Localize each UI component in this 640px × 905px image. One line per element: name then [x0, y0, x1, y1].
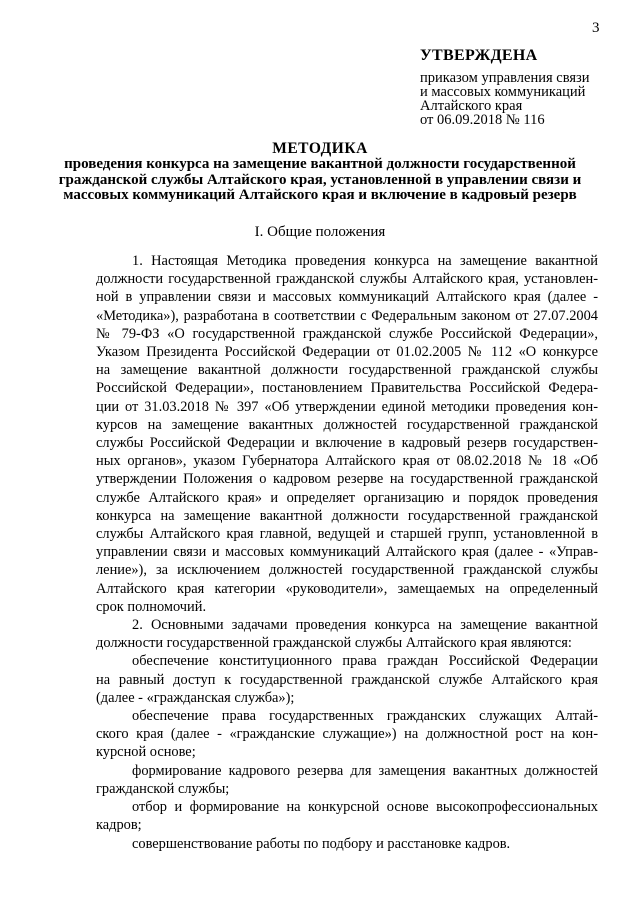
approval-line: и массовых коммуникаций	[420, 84, 586, 100]
body-text-line: обеспечение конституционного права граждан Российской Федерации	[132, 653, 598, 670]
page-number: 3	[592, 20, 600, 36]
approval-line: Алтайского края	[420, 98, 523, 114]
body-text-line: должности государственной гражданской службы Алтайского края являются:	[96, 635, 572, 652]
body-text-line: Алтайского края категории «руководители», замещаемых на определенный	[96, 580, 598, 597]
title-subtitle-line: гражданской службы Алтайского края, установленной в управлении связи и	[58, 171, 582, 188]
approval-heading: УТВЕРЖДЕНА	[420, 47, 538, 64]
body-text-line: отбор и формирование на конкурсной основе высокопрофессиональных	[132, 799, 598, 816]
body-text-line: ского края (далее - «гражданские служащие») на должностной рост на кон-	[96, 726, 598, 743]
section-heading: I. Общие положения	[254, 224, 386, 240]
title-main: МЕТОДИКА	[272, 140, 368, 157]
body-text-line: совершенствование работы по подбору и расстановке кадров.	[132, 835, 511, 852]
body-text-line: 2. Основными задачами проведения конкурса на замещение вакантной	[132, 617, 598, 634]
body-text-line: ных органов», указом Губернатора Алтайского края от 08.02.2018 № 18 «Об	[96, 453, 598, 470]
document-body	[96, 252, 598, 853]
body-text-line: конкурса на замещение вакантной должности государственной гражданской	[96, 507, 598, 524]
body-text-line: (далее - «гражданская служба»);	[96, 689, 295, 706]
body-text-line: курсной основе;	[96, 744, 196, 761]
body-text-line: Российской Федерации», постановлением Правительства Российской Федера-	[96, 380, 598, 397]
title-subtitle-line: проведения конкурса на замещение вакантной должности государственной	[64, 156, 576, 172]
body-text-line: ление»), за исключением должностей государственной гражданской службы	[96, 562, 598, 579]
body-text-line: ции от 31.03.2018 № 397 «Об утверждении единой методики проведения кон-	[96, 398, 598, 415]
body-text-line: службы Российской Федерации и включение в кадровый резерв государствен-	[96, 435, 598, 452]
body-text-line: Указом Президента Российской Федерации от 01.02.2005 № 112 «О конкурсе	[96, 344, 598, 361]
body-text-line: управлении связи и массовых коммуникаций Алтайского края (далее - «Управ-	[96, 544, 598, 561]
body-text-line: утверждении Положения о кадровом резерве на государственной гражданской	[96, 471, 598, 488]
body-text-line: должности государственной гражданской службы Алтайского края, установлен-	[96, 271, 598, 288]
approval-line: от 06.09.2018 № 116	[420, 112, 545, 128]
body-text-line: 1. Настоящая Методика проведения конкурса на замещение вакантной	[132, 253, 598, 269]
body-text-line: гражданской службы;	[96, 780, 230, 797]
body-text-line: на равный доступ к государственной гражданской службе Алтайского края	[96, 671, 598, 688]
body-text-line: срок полномочий.	[96, 598, 207, 615]
body-text-line: обеспечение права государственных гражданских служащих Алтай-	[132, 708, 598, 725]
body-text-line: формирование кадрового резерва для замещения вакантных должностей	[132, 762, 598, 779]
body-text-line: службе Алтайского края» и определяет организацию и порядок проведения	[96, 489, 598, 506]
approval-line: приказом управления связи	[420, 70, 590, 86]
body-text-line: курсов на замещение вакантных должностей государственной гражданской	[96, 416, 598, 433]
title-subtitle-line: массовых коммуникаций Алтайского края и включение в кадровый резерв	[63, 187, 577, 203]
body-text-line: № 79-ФЗ «О государственной гражданской службе Российской Федерации»,	[96, 325, 598, 342]
body-text-line: «Методика»), разработана в соответствии с Федеральным законом от 27.07.2004	[96, 307, 598, 324]
approval-stamp	[420, 47, 630, 127]
body-text-line: службы Алтайского края главной, ведущей и старшей групп, установленной в	[96, 526, 598, 543]
body-text-line: кадров;	[96, 817, 142, 834]
body-text-line: на замещение вакантной должности государственной гражданской службы	[96, 362, 598, 379]
body-text-line: ной в управлении связи и массовых коммуникаций Алтайского края (далее -	[96, 289, 598, 306]
document-title	[0, 140, 640, 204]
